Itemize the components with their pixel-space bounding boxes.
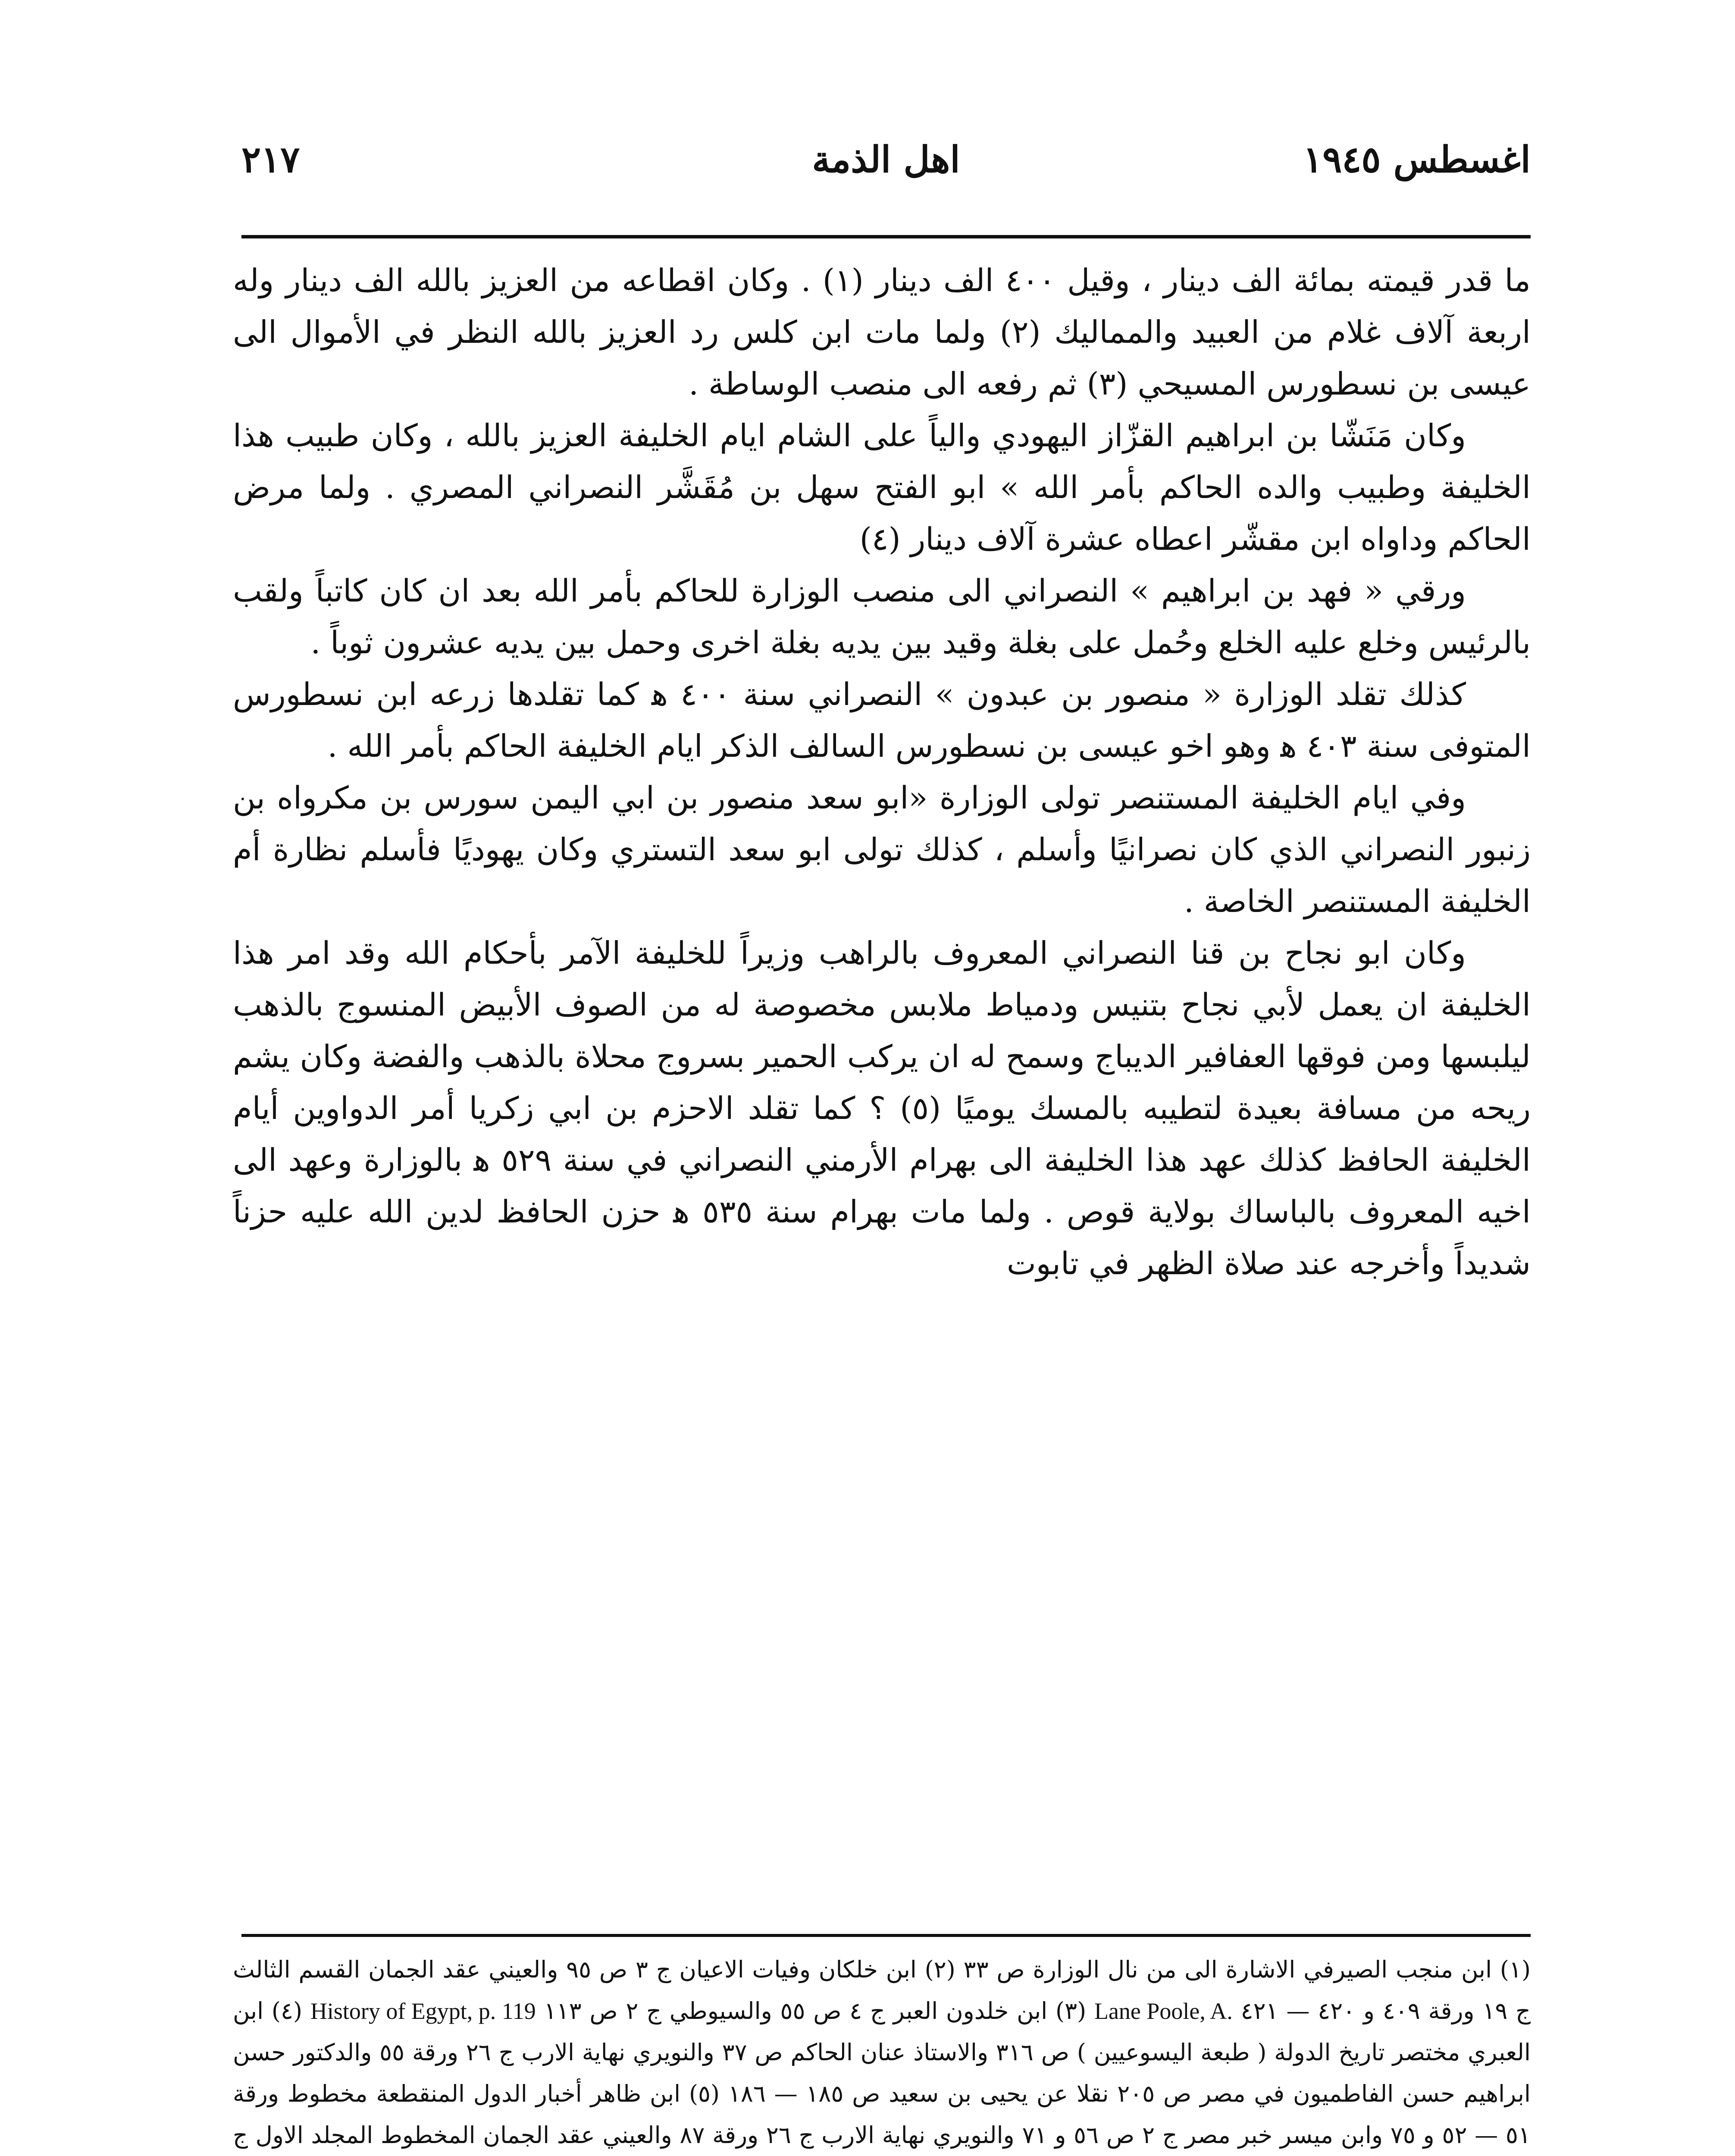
header-rule: [241, 235, 1531, 238]
header-page-number: ٢١٧: [241, 138, 300, 181]
paragraph: ما قدر قيمته بمائة الف دينار ، وقيل ٤٠٠ الف دينار (١) . وكان اقطاعه من العزيز بالله الف دينار وله اربعة آلاف غلام من العبيد والمماليك (٢) ولما مات ابن كلس رد العزيز بالله النظر في الأموال الى عيسى بن نسطورس المسيحي (٣) ثم رفعه الى منصب الوساطة .: [233, 262, 1531, 402]
footnote-rule: [241, 1934, 1531, 1937]
body-text: [233, 254, 1531, 1289]
footnote-line: (١) ابن منجب الصيرفي الاشارة الى من نال الوزارة ص ٣٣ (٢) ابن خلكان وفيات الاعيان ج ٣ ص ٩٥ والعيني عقد الجمان القسم الثالث ج ١٩ ورقة ٤٠٩ و ٤٢٠ — ٤٢١: [233, 1956, 1531, 2024]
paragraph: وكان ابو نجاح بن قنا النصراني المعروف بالراهب وزيراً للخليفة الآمر بأحكام الله وقد امر هذا الخليفة ان يعمل لأبي نجاح بتنيس ودمياط ملابس مخصوصة له من الصوف الأبيض المنسوج بالذهب ليلبسها ومن فوقها العفافير الديباج وسمح له ان يركب الحمير بسروج محلاة بالذهب والفضة وكان يشم ريحه من مسافة بعيدة لتطيبه بالمسك يوميًا (٥) ؟ كما تقلد الاحزم بن ابي زكريا أمر الدواوين أيام الخليفة الحافظ كذلك عهد هذا الخليفة الى بهرام الأرمني النصراني في سنة ٥٢٩ ﻫ بالوزارة وعهد الى اخيه المعروف بالباساك بولاية قوص . ولما مات بهرام سنة ٥٣٥ ﻫ حزن الحافظ لدين الله عليه حزناً شديداً وأخرجه عند صلاة الظهر في تابوت: [233, 935, 1531, 1282]
footnote-text: [233, 1949, 1531, 2156]
footnote-latin-ref: Lane Poole, A.: [1094, 1998, 1233, 2024]
paragraph: كذلك تقلد الوزارة « منصور بن عبدون » النصراني سنة ٤٠٠ ﻫ كما تقلدها زرعه ابن نسطورس المتوفى سنة ٤٠٣ ﻫ وهو اخو عيسى بن نسطورس السالف الذكر ايام الخليفة الحاكم بأمر الله .: [233, 676, 1531, 764]
paragraph: ورقي « فهد بن ابراهيم » النصراني الى منصب الوزارة للحاكم بأمر الله بعد ان كان كاتباً ولقب بالرئيس وخلع عليه الخلع وحُمل على بغلة وقيد بين يديه بغلة اخرى وحمل بين يديه عشرون ثوباً .: [233, 573, 1531, 661]
running-header: [241, 129, 1531, 203]
header-date: اغسطس ١٩٤٥: [1303, 138, 1531, 181]
footnote-line: (٤) ابن العبري مختصر تاريخ الدولة ( طبعة اليسوعيين ) ص ٣١٦ والاستاذ عنان الحاكم ص ٣٧ والنويري نهاية الارب ج ٢٦ ورقة ٥٥ والدكتور حسن ابراهيم حسن الفاطميون في مصر ص ٢٠٥ نقلا عن يحيى بن سعيد ص ١٨٥ — ١٨٦ (٥) ابن ظاهر أخبار الدول المنقطعة مخطوط ورقة ٥١ — ٥٢ و ٧٥ وابن ميسر خبر مصر ج ٢ ص ٥٦ و ٧١ والنويري نهاية الارب ج ٢٦ ورقة ٨٧ والعيني عقد الجمان المخطوط المجلد الاول ج: [233, 1997, 1531, 2149]
footnote-latin-ref: History of Egypt, p. 119: [310, 1998, 536, 2024]
paragraph: وفي ايام الخليفة المستنصر تولى الوزارة «ابو سعد منصور بن ابي اليمن سورس بن مكرواه بن زنبور النصراني الذي كان نصرانيًا وأسلم ، كذلك تولى ابو سعد التستري وكان يهوديًا فأسلم نظارة أم الخليفة المستنصر الخاصة .: [233, 780, 1531, 919]
footnotes: [233, 1949, 1531, 2156]
footnote-line: (٣) ابن خلدون العبر ج ٤ ص ٥٥ والسيوطي ج ٢ ص ١١٣: [544, 1997, 1087, 2024]
paragraph: وكان مَنَشّا بن ابراهيم القزّاز اليهودي والياً على الشام ايام الخليفة العزيز بالله ، وكان طبيب هذا الخليفة وطبيب والده الحاكم بأمر الله » ابو الفتح سهل بن مُقَشَّر النصراني المصري . ولما مرض الحاكم وداواه ابن مقشّر اعطاه عشرة آلاف دينار (٤): [233, 417, 1531, 557]
header-title: اهل الذمة: [812, 138, 960, 181]
